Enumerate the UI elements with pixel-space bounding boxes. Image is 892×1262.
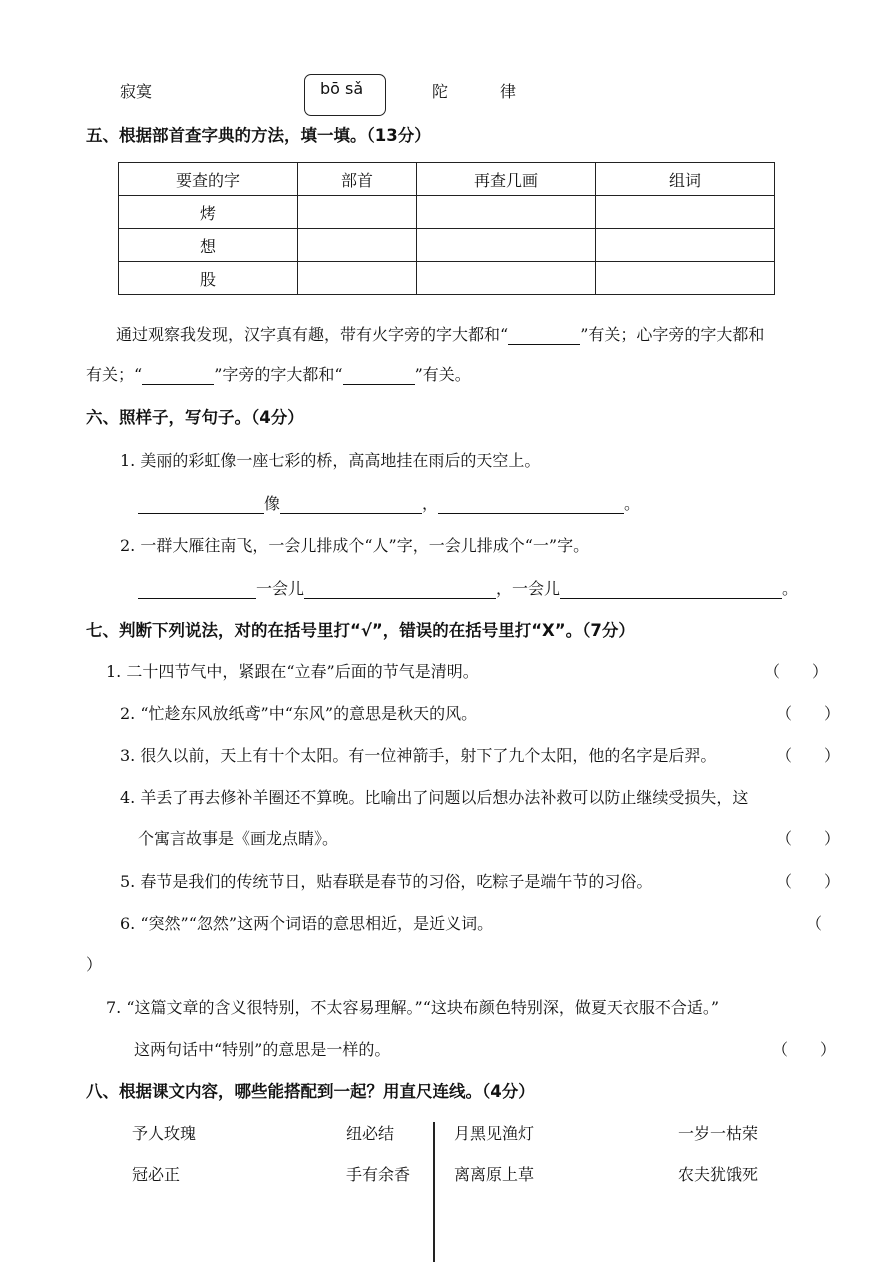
answer-cell[interactable] bbox=[417, 229, 596, 262]
answer-parens[interactable]: （ ） bbox=[776, 746, 841, 765]
q1-example: 1. 美丽的彩虹像一座七彩的桥，高高地挂在雨后的天空上。 bbox=[120, 451, 541, 470]
section8-title: 八、根据课文内容，哪些能搭配到一起？用直尺连线。（4分） bbox=[86, 1082, 535, 1101]
blank-meaning[interactable] bbox=[343, 367, 415, 385]
answer-parens[interactable]: （ ） bbox=[776, 872, 841, 891]
q2-answer-line bbox=[138, 576, 798, 599]
answer-parens[interactable]: （ ） bbox=[772, 1040, 837, 1059]
word-jimo: 寂寞 bbox=[120, 82, 153, 101]
match-left-2[interactable]: 纽必结 bbox=[346, 1124, 395, 1143]
observation-line1 bbox=[116, 322, 764, 345]
word-tuo: 陀 bbox=[432, 82, 449, 101]
blank[interactable] bbox=[304, 581, 496, 599]
answer-cell[interactable] bbox=[596, 196, 775, 229]
char-cell: 烤 bbox=[119, 196, 298, 229]
answer-cell[interactable] bbox=[298, 196, 417, 229]
text: 一会儿 bbox=[256, 579, 305, 598]
match-left-3[interactable]: 冠必正 bbox=[132, 1165, 181, 1184]
q1-answer-line bbox=[138, 491, 640, 514]
text: 。 bbox=[624, 494, 641, 513]
table-row bbox=[119, 262, 775, 295]
col-header: 部首 bbox=[298, 163, 417, 196]
column-divider bbox=[433, 1122, 435, 1262]
judge-item-1: 1. 二十四节气中，紧跟在“立春”后面的节气是清明。 bbox=[106, 662, 479, 681]
table-header-row bbox=[119, 163, 775, 196]
text: ，一会儿 bbox=[496, 579, 561, 598]
answer-parens[interactable]: （ ） bbox=[776, 829, 841, 848]
judge-item-3: 3. 很久以前，天上有十个太阳。有一位神箭手，射下了九个太阳，他的名字是后羿。 bbox=[120, 746, 717, 765]
text: 。 bbox=[782, 579, 799, 598]
match-right-3[interactable]: 离离原上草 bbox=[454, 1165, 535, 1184]
match-left-1[interactable]: 予人玫瑰 bbox=[132, 1124, 197, 1143]
text: 通过观察我发现，汉字真有趣，带有火字旁的字大都和“ bbox=[116, 325, 509, 344]
answer-cell[interactable] bbox=[596, 262, 775, 295]
answer-cell[interactable] bbox=[596, 229, 775, 262]
table-row bbox=[119, 229, 775, 262]
answer-cell[interactable] bbox=[417, 196, 596, 229]
section7-title: 七、判断下列说法，对的在括号里打“√”，错误的在括号里打“X”。（7分） bbox=[86, 621, 635, 640]
match-right-2[interactable]: 一岁一枯荣 bbox=[678, 1124, 759, 1143]
answer-cell[interactable] bbox=[417, 262, 596, 295]
blank-fire[interactable] bbox=[508, 327, 580, 345]
blank[interactable] bbox=[438, 496, 624, 514]
judge-item-2: 2. “忙趁东风放纸鸢”中“东风”的意思是秋天的风。 bbox=[120, 704, 478, 723]
answer-cell[interactable] bbox=[298, 229, 417, 262]
judge-item-6: 6. “突然”“忽然”这两个词语的意思相近，是近义词。 bbox=[120, 914, 494, 933]
dictionary-table bbox=[118, 162, 775, 295]
text: ”有关。 bbox=[414, 365, 471, 384]
q2-example: 2. 一群大雁往南飞，一会儿排成个“人”字，一会儿排成个“一”字。 bbox=[120, 536, 590, 555]
judge-item-4: 4. 羊丢了再去修补羊圈还不算晚。比喻出了问题以后想办法补救可以防止继续受损失，这 bbox=[120, 788, 749, 807]
blank[interactable] bbox=[138, 581, 256, 599]
answer-paren-open[interactable]: （ bbox=[806, 914, 823, 933]
answer-cell[interactable] bbox=[298, 262, 417, 295]
judge-item-7: 7. “这篇文章的含义很特别，不太容易理解。”“这块布颜色特别深，做夏天衣服不合适。” bbox=[106, 998, 720, 1017]
text: ， bbox=[422, 494, 439, 513]
text: ”有关；心字旁的字大都和 bbox=[580, 325, 765, 344]
section6-title: 六、照样子，写句子。（4分） bbox=[86, 408, 304, 427]
answer-parens[interactable]: （ ） bbox=[776, 704, 841, 723]
blank[interactable] bbox=[280, 496, 422, 514]
char-cell: 股 bbox=[119, 262, 298, 295]
col-header: 要查的字 bbox=[119, 163, 298, 196]
text: 像 bbox=[264, 494, 281, 513]
col-header: 组词 bbox=[596, 163, 775, 196]
section5-title: 五、根据部首查字典的方法，填一填。（13分） bbox=[86, 126, 431, 145]
pinyin-text: bō sǎ bbox=[320, 79, 364, 98]
col-header: 再查几画 bbox=[417, 163, 596, 196]
match-right-1[interactable]: 月黑见渔灯 bbox=[454, 1124, 535, 1143]
blank-radical[interactable] bbox=[142, 367, 214, 385]
table-row bbox=[119, 196, 775, 229]
observation-line2 bbox=[86, 362, 471, 385]
blank[interactable] bbox=[138, 496, 264, 514]
judge-item-5: 5. 春节是我们的传统节日，贴春联是春节的习俗，吃粽子是端午节的习俗。 bbox=[120, 872, 653, 891]
judge-item-7-cont: 这两句话中“特别”的意思是一样的。 bbox=[134, 1040, 391, 1059]
match-left-4[interactable]: 手有余香 bbox=[346, 1165, 411, 1184]
text: ”字旁的字大都和“ bbox=[214, 365, 343, 384]
answer-paren-close[interactable]: ） bbox=[86, 955, 103, 974]
match-right-4[interactable]: 农夫犹饿死 bbox=[678, 1165, 759, 1184]
word-lv: 律 bbox=[500, 82, 517, 101]
char-cell: 想 bbox=[119, 229, 298, 262]
text: 有关；“ bbox=[86, 365, 143, 384]
answer-parens[interactable]: （ ） bbox=[764, 662, 829, 681]
judge-item-4-cont: 个寓言故事是《画龙点睛》。 bbox=[138, 829, 339, 848]
blank[interactable] bbox=[560, 581, 782, 599]
